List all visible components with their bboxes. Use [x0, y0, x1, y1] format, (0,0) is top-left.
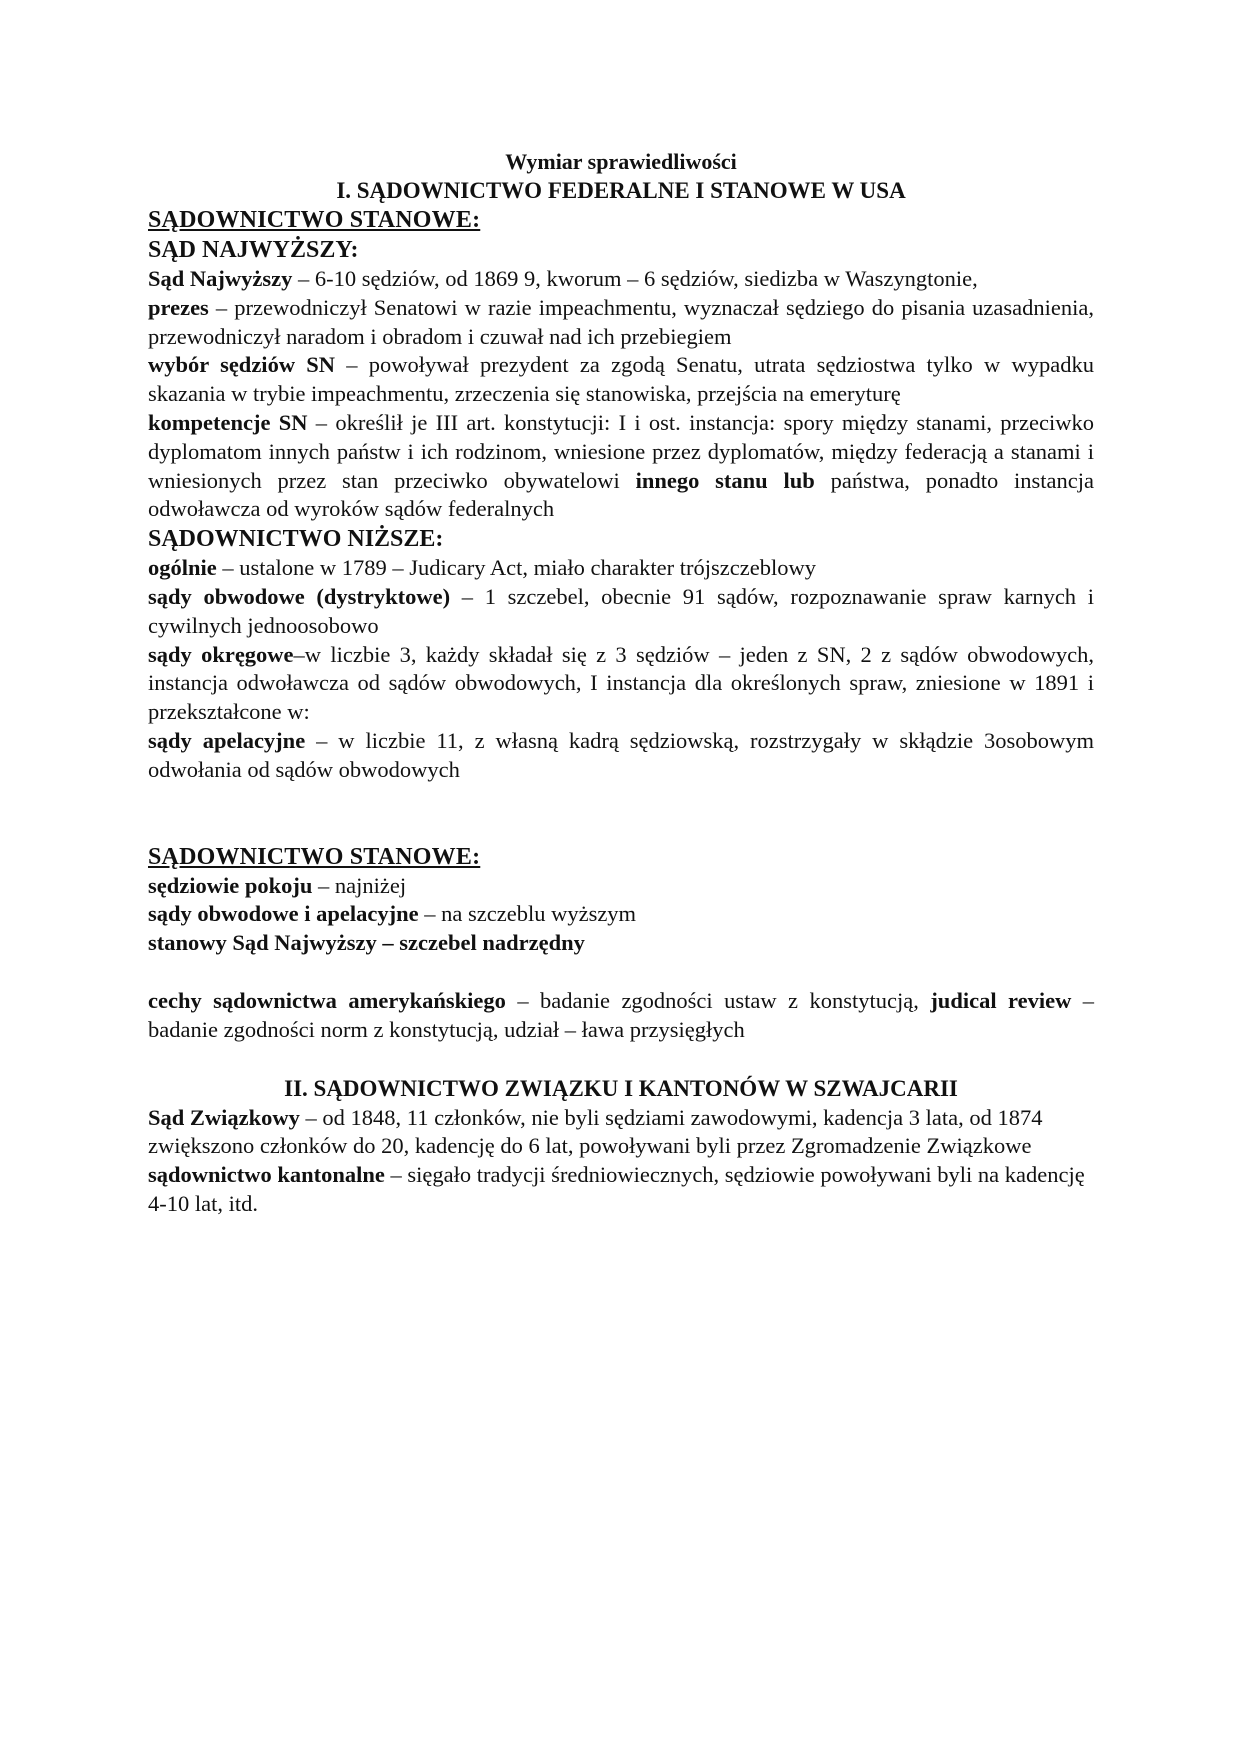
definition: –w liczbie 3, każdy składał się z 3 sędziów – jeden z SN, 2 z sądów obwodowych, instancja odwoławcza od sądów obwodowych, I instancja dla określonych spraw, zniesione w 1891 i przekształcone w:	[148, 641, 1094, 725]
term: Sąd Najwyższy	[148, 266, 293, 291]
paragraph-justices-of-peace	[148, 872, 1094, 901]
definition: – sięgało tradycji średniowiecznych, sędziowie powoływani byli na kadencję 4-10 lat, itd.	[148, 1162, 1085, 1216]
section-2-title: II. SĄDOWNICTWO ZWIĄZKU I KANTONÓW W SZWAJCARII	[284, 1075, 958, 1101]
definition: – na szczeblu wyższym	[418, 901, 637, 927]
definition: – ustalone w 1789 – Judicary Act, miało charakter trójszczeblowy	[216, 555, 816, 581]
term: wybór sędziów SN	[148, 352, 336, 378]
paragraph-district-courts	[148, 583, 1094, 641]
section-1-title: I. SĄDOWNICTWO FEDERALNE I STANOWE W USA	[336, 178, 906, 203]
term: stanowy Sąd Najwyższy – szczebel nadrzędny	[148, 930, 585, 956]
paragraph-cantonal-courts	[148, 1161, 1094, 1219]
paragraph-circuit-courts	[148, 641, 1094, 727]
document-title: Wymiar sprawiedliwości	[505, 149, 737, 174]
definition: – od 1848, 11 członków, nie byli sędziami zawodowymi, kadencja 3 lata, od 1874 zwiększono członków do 20, kadencję do 6 lat, powoływani byli przez Zgromadzenie Związkowe	[148, 1104, 1043, 1159]
paragraph-supreme-court	[148, 265, 1094, 294]
paragraph-american-features	[148, 987, 1094, 1045]
definition: – w liczbie 11, z własną kadrą sędziowską, rozstrzygały w skłądzie 3osobowym odwołania od sądów obwodowych	[148, 727, 1095, 782]
heading-state-judiciary: SĄDOWNICTWO STANOWE:	[148, 843, 481, 870]
definition: – powoływał prezydent za zgodą Senatu, utrata sędziostwa tylko w wypadku skazania w trybie impeachmentu, zrzeczenia się stanowiska, przejścia na emeryturę	[148, 352, 1094, 407]
term: Sąd Związkowy	[148, 1104, 300, 1130]
paragraph-judge-selection	[148, 351, 1094, 409]
term: sądownictwo kantonalne	[148, 1162, 385, 1188]
spacer	[148, 1045, 1094, 1074]
term-judical-review: judical review	[930, 987, 1072, 1013]
definition: – 1 szczebel, obecnie 91 sądów, rozpoznawanie spraw karnych i cywilnych jednoosobowo	[148, 583, 1094, 638]
paragraph-state-courts	[148, 900, 1094, 929]
document-content	[148, 147, 1094, 1219]
definition-tail: państwa, ponadto instancja odwoławcza od wyroków sądów federalnych	[148, 467, 1094, 522]
term: prezes	[148, 294, 209, 320]
term: sędziowie pokoju	[148, 872, 313, 898]
term: sądy okręgowe	[148, 641, 294, 667]
heading-lower-courts: SĄDOWNICTWO NIŻSZE:	[148, 526, 444, 553]
spacer	[148, 958, 1094, 987]
term: kompetencje SN	[148, 409, 308, 435]
definition: – 6-10 sędziów, od 1869 9, kworum – 6 sędziów, siedizba w Waszyngtonie,	[292, 266, 978, 291]
definition: – najniżej	[312, 872, 407, 898]
paragraph-state-supreme	[148, 929, 1094, 958]
term: ogólnie	[148, 555, 217, 581]
definition: – badanie zgodności ustaw z konstytucją,	[505, 987, 931, 1013]
paragraph-general	[148, 554, 1094, 583]
paragraph-federal-court-ch	[148, 1104, 1094, 1162]
spacer	[148, 785, 1094, 842]
term: sądy obwodowe i apelacyjne	[148, 901, 419, 927]
definition: – przewodniczył Senatowi w razie impeachmentu, wyznaczał sędziego do pisania uzasadnienia, przewodniczył naradom i obradom i czuwał nad ich przebiegiem	[148, 294, 1094, 349]
paragraph-competences	[148, 409, 1094, 524]
paragraph-appeal-courts	[148, 727, 1094, 785]
term: sądy obwodowe (dystryktowe)	[148, 583, 451, 609]
heading-federal-judiciary: SĄDOWNICTWO STANOWE:	[148, 207, 481, 233]
definition: – określił je III art. konstytucji: I i ost. instancja: spory między stanami, przeciwko dyplomatom innych państw i ich rodzinom, wniesione przez dyplomatów, między federacją a stanami i wniesionych przez stan przeciwko obywatelowi	[148, 409, 1094, 493]
bold-fragment: innego stanu lub	[635, 467, 815, 493]
definition-tail: – badanie zgodności norm z konstytucją, udział – ława przysięgłych	[148, 987, 1095, 1042]
heading-supreme-court: SĄD NAJWYŻSZY:	[148, 237, 359, 263]
term: sądy apelacyjne	[148, 727, 306, 753]
term: cechy sądownictwa amerykańskiego	[148, 987, 506, 1013]
paragraph-president	[148, 294, 1094, 352]
